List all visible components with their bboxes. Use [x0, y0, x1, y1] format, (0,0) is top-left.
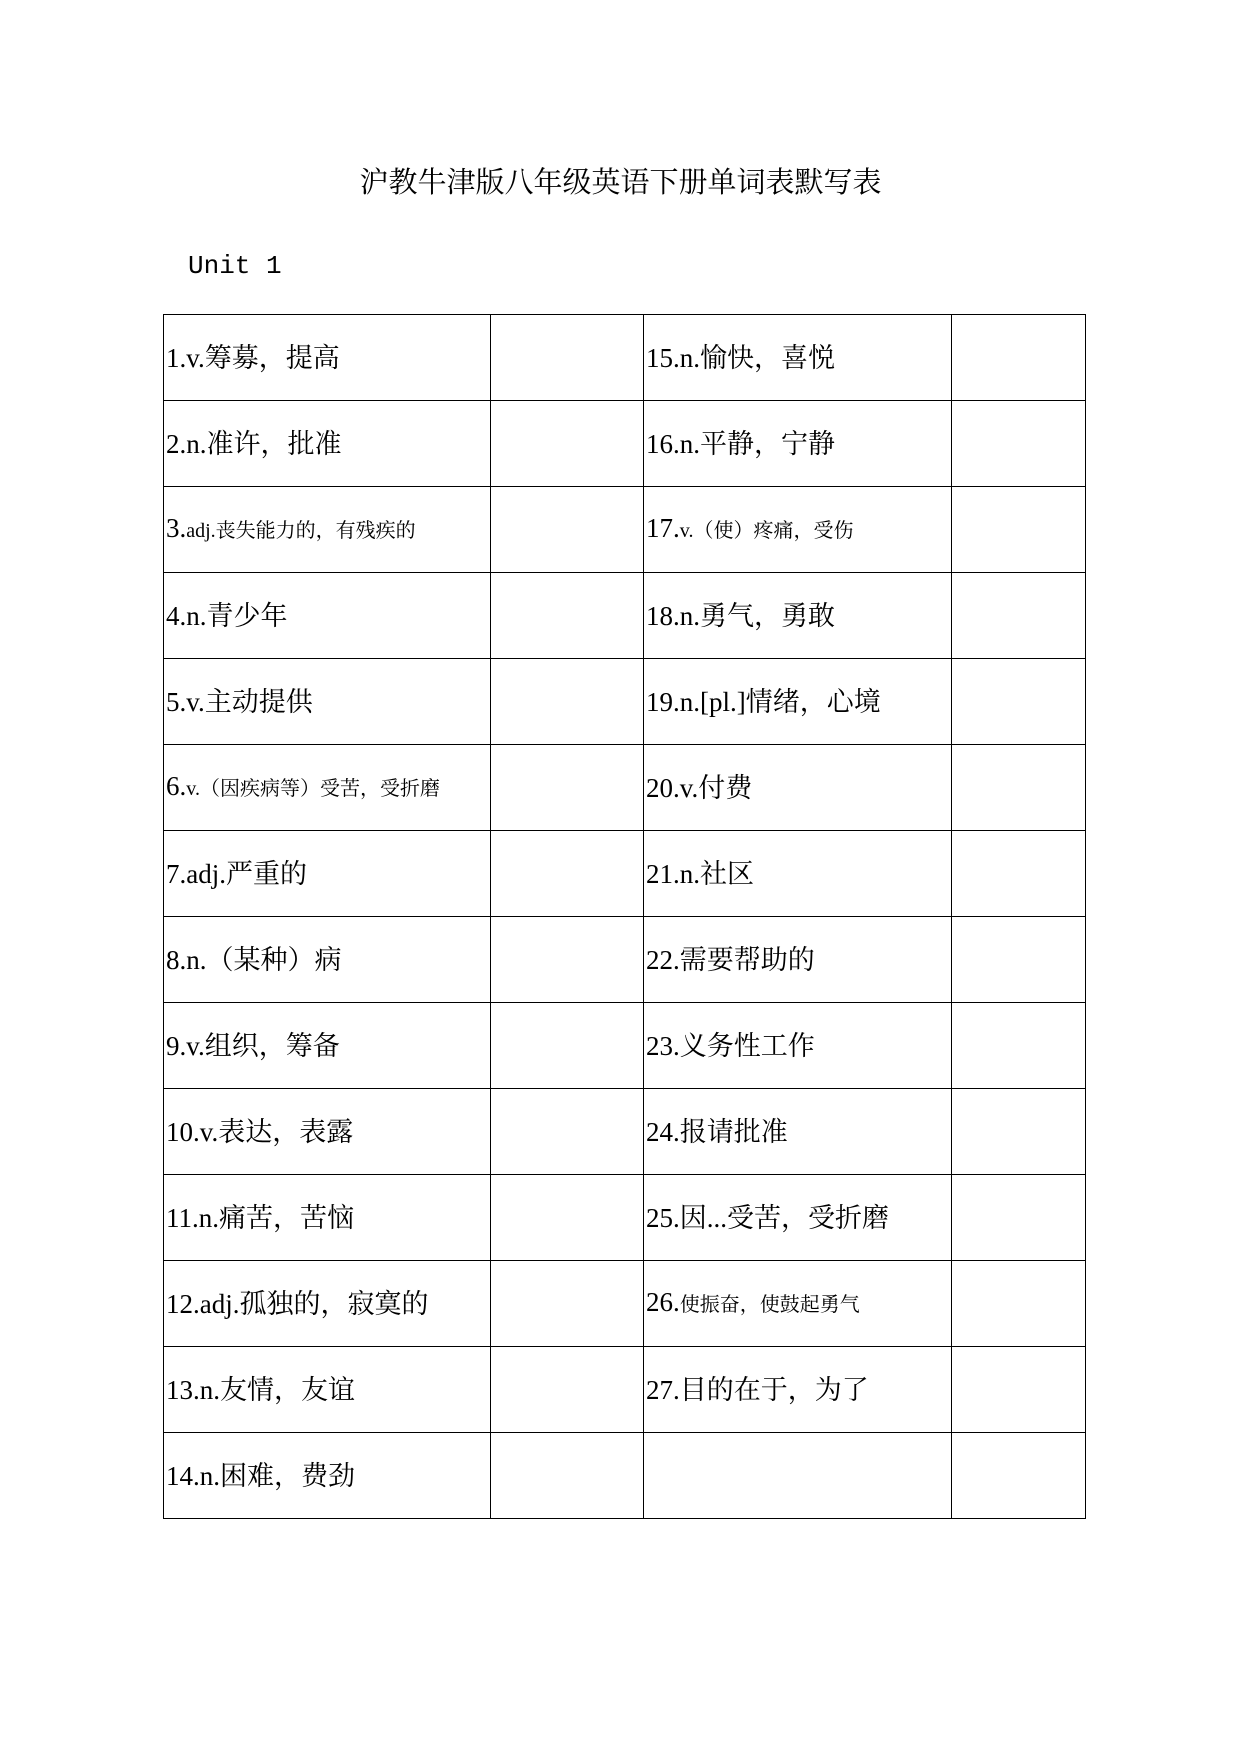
item-number: 1.	[166, 342, 187, 373]
prompt-cell	[644, 745, 952, 831]
item-number: 6.	[166, 771, 187, 801]
item-definition: 目的在于，为了	[679, 1374, 869, 1405]
table-row	[164, 1089, 1086, 1175]
answer-cell	[491, 1433, 644, 1519]
item-definition: adj.孤独的，寂寞的	[199, 1288, 429, 1319]
table-row	[164, 1003, 1086, 1089]
prompt-cell	[164, 487, 491, 573]
answer-cell	[952, 917, 1086, 1003]
answer-cell	[491, 1261, 644, 1347]
table-row	[164, 1175, 1086, 1261]
item-definition: n.平静，宁静	[679, 428, 835, 459]
prompt-cell	[644, 1089, 952, 1175]
answer-cell	[952, 487, 1086, 573]
item-definition: v.（使）疼痛，受伤	[679, 520, 854, 542]
answer-cell	[952, 1175, 1086, 1261]
unit-heading: Unit 1	[188, 251, 282, 281]
item-definition: n.社区	[679, 858, 754, 889]
item-definition: n.[pl.]情绪，心境	[679, 686, 881, 717]
item-definition: 因...受苦，受折磨	[679, 1202, 889, 1233]
item-number: 13.	[166, 1374, 200, 1405]
answer-cell	[952, 315, 1086, 401]
prompt-cell	[164, 1175, 491, 1261]
item-number: 18.	[646, 600, 680, 631]
prompt-cell	[164, 917, 491, 1003]
item-definition: n.（某种）病	[186, 944, 342, 975]
answer-cell	[952, 1433, 1086, 1519]
item-number: 2.	[166, 428, 187, 459]
item-number: 3.	[166, 513, 187, 543]
answer-cell	[952, 573, 1086, 659]
answer-cell	[952, 1261, 1086, 1347]
table-row	[164, 573, 1086, 659]
item-definition: n.青少年	[186, 600, 288, 631]
item-number: 17.	[646, 513, 680, 543]
prompt-cell	[164, 401, 491, 487]
prompt-cell	[164, 831, 491, 917]
table-row	[164, 1347, 1086, 1433]
answer-cell	[491, 1089, 644, 1175]
item-definition: adj.丧失能力的，有残疾的	[186, 520, 416, 542]
prompt-cell	[164, 659, 491, 745]
item-definition: v.组织，筹备	[186, 1030, 340, 1061]
item-number: 4.	[166, 600, 187, 631]
item-definition: 使振奋，使鼓起勇气	[679, 1294, 860, 1316]
prompt-cell	[644, 917, 952, 1003]
prompt-cell	[644, 487, 952, 573]
item-definition: 报请批准	[679, 1116, 788, 1147]
prompt-cell	[644, 1003, 952, 1089]
item-number: 21.	[646, 858, 680, 889]
table-row	[164, 1261, 1086, 1347]
prompt-cell	[164, 1261, 491, 1347]
table-row	[164, 487, 1086, 573]
item-number: 22.	[646, 944, 680, 975]
item-number: 14.	[166, 1460, 200, 1491]
item-number: 12.	[166, 1288, 200, 1319]
item-number: 23.	[646, 1030, 680, 1061]
prompt-cell	[164, 745, 491, 831]
table-row	[164, 745, 1086, 831]
item-number: 20.	[646, 772, 680, 803]
item-definition: 义务性工作	[679, 1030, 815, 1061]
item-definition: n.准许，批准	[186, 428, 342, 459]
item-definition: v.付费	[679, 772, 753, 803]
item-number: 19.	[646, 686, 680, 717]
item-definition: v.表达，表露	[199, 1116, 354, 1147]
empty-prompt-cell	[644, 1433, 952, 1519]
table-row	[164, 315, 1086, 401]
table-row	[164, 917, 1086, 1003]
item-definition: adj.严重的	[186, 858, 307, 889]
item-definition: v.（因疾病等）受苦，受折磨	[186, 778, 440, 800]
answer-cell	[491, 487, 644, 573]
item-number: 9.	[166, 1030, 187, 1061]
answer-cell	[491, 315, 644, 401]
table-row	[164, 659, 1086, 745]
item-number: 7.	[166, 858, 187, 889]
item-number: 15.	[646, 342, 680, 373]
item-definition: n.友情，友谊	[199, 1374, 355, 1405]
item-definition: n.痛苦，苦恼	[198, 1202, 354, 1233]
prompt-cell	[164, 1347, 491, 1433]
prompt-cell	[644, 659, 952, 745]
answer-cell	[491, 401, 644, 487]
answer-cell	[952, 1347, 1086, 1433]
prompt-cell	[644, 315, 952, 401]
prompt-cell	[644, 831, 952, 917]
item-number: 10.	[166, 1116, 200, 1147]
answer-cell	[952, 401, 1086, 487]
item-definition: n.愉快，喜悦	[679, 342, 835, 373]
table-row	[164, 831, 1086, 917]
item-number: 27.	[646, 1374, 680, 1405]
answer-cell	[491, 917, 644, 1003]
prompt-cell	[164, 1433, 491, 1519]
answer-cell	[952, 745, 1086, 831]
answer-cell	[491, 745, 644, 831]
answer-cell	[491, 1003, 644, 1089]
prompt-cell	[644, 573, 952, 659]
prompt-cell	[164, 573, 491, 659]
answer-cell	[491, 659, 644, 745]
item-number: 5.	[166, 686, 187, 717]
prompt-cell	[644, 1175, 952, 1261]
item-number: 11.	[166, 1202, 199, 1233]
answer-cell	[952, 659, 1086, 745]
prompt-cell	[644, 1261, 952, 1347]
answer-cell	[952, 1089, 1086, 1175]
table-row	[164, 401, 1086, 487]
item-number: 16.	[646, 428, 680, 459]
item-definition: n.勇气，勇敢	[679, 600, 835, 631]
answer-cell	[491, 1347, 644, 1433]
item-definition: n.困难，费劲	[199, 1460, 355, 1491]
answer-cell	[952, 831, 1086, 917]
prompt-cell	[644, 1347, 952, 1433]
table-row	[164, 1433, 1086, 1519]
prompt-cell	[164, 315, 491, 401]
item-number: 24.	[646, 1116, 680, 1147]
page-title: 沪教牛津版八年级英语下册单词表默写表	[359, 165, 882, 199]
answer-cell	[952, 1003, 1086, 1089]
item-number: 25.	[646, 1202, 680, 1233]
prompt-cell	[164, 1089, 491, 1175]
item-number: 8.	[166, 944, 187, 975]
prompt-cell	[644, 401, 952, 487]
answer-cell	[491, 831, 644, 917]
item-definition: 需要帮助的	[679, 944, 815, 975]
answer-cell	[491, 1175, 644, 1261]
item-definition: v.主动提供	[186, 686, 313, 717]
prompt-cell	[164, 1003, 491, 1089]
answer-cell	[491, 573, 644, 659]
item-definition: v.筹募，提高	[186, 342, 340, 373]
vocabulary-table	[163, 314, 1086, 1519]
item-number: 26.	[646, 1287, 680, 1317]
